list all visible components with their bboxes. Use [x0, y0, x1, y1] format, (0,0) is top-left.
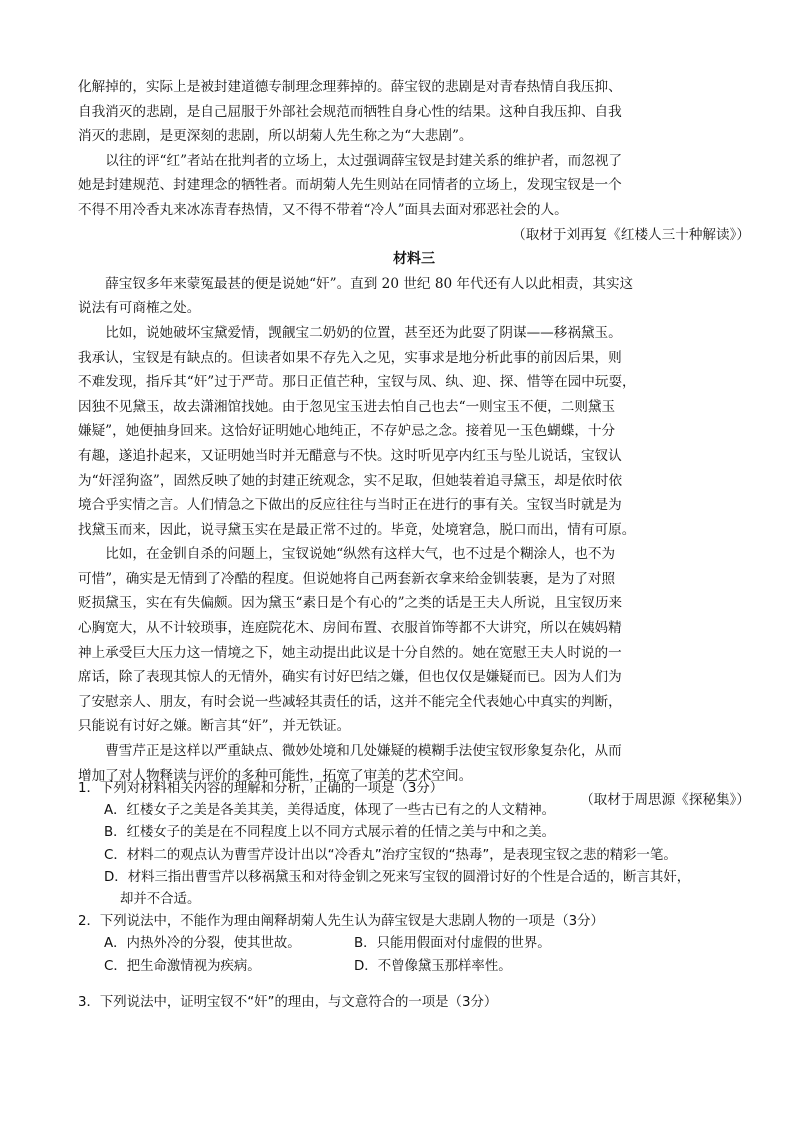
text-line: 了安慰亲人、朋友，有时会说一些减轻其责任的话，这并不能完全代表她心中真实的判断，	[78, 693, 622, 710]
text-line: 自我消灭的悲剧，是自己屈服于外部社会规范而牺牲自身心性的结果。这种自我压抑、自我	[78, 103, 622, 120]
option-row	[104, 956, 750, 978]
text-line: 可惜”，确实是无情到了冷酷的程度。但说她将自己两套新衣拿来给金钏装裹，是为了对照	[78, 570, 616, 587]
spacer	[78, 978, 750, 992]
question-stem: 3．下列说法中，证明宝钗不“奸”的理由，与文意符合的一项是（3分）	[78, 994, 498, 1010]
section-heading-material-3: 材料三	[393, 251, 435, 268]
text-line: 有趣，遂追扑起来，又证明她当时并无醋意与不快。这时听见亭内红玉与坠儿说话，宝钗认	[78, 447, 622, 464]
question-stem: 1．下列对材料相关内容的理解和分析，正确的一项是（3分）	[78, 781, 444, 796]
text-line: 找黛玉而来，因此，说寻黛玉实在是最正常不过的。毕竟，处境窘急，脱口而出，情有可原。	[78, 521, 636, 538]
option-a: A．红楼女子之美是各美其美，美得适度，体现了一些古已有之的人文精神。	[104, 803, 556, 819]
option-c: C．材料二的观点认为曹雪芹设计出以“冷香丸”治疗宝钗的“热毒”，是表现宝钗之悲的精彩一笔。	[104, 847, 677, 863]
text-line: 只能说有讨好之嫌。断言其“奸”，并无铁证。	[78, 718, 351, 735]
passage	[78, 75, 750, 813]
text-line: 增加了对人物释读与评价的多种可能性，拓宽了审美的艺术空间。	[78, 767, 473, 784]
text-line: 不难发现，指斥其“奸”过于严苛。那日正值芒种，宝钗与凤、纨、迎、探、惜等在园中玩耍，	[78, 374, 636, 391]
text-line: 心胸宽大，从不计较琐事，连庭院花木、房间布置、衣服首饰等都不大讲究，所以在姨妈精	[78, 620, 622, 637]
text-line: 比如，在金钏自杀的问题上，宝钗说她“纵然有这样大气，也不过是个糊涂人，也不为	[105, 546, 616, 563]
text-line: 不得不用冷香丸来冰冻青春热情，又不得不带着“冷人”面具去面对邪恶社会的人。	[78, 201, 568, 218]
option-d: D．不曾像黛玉那样率性。	[354, 958, 512, 974]
text-line: 为“奸淫狗盗”，固然反映了她的封建正统观念，实不足取，但她装着追寻黛玉，却是依时依	[78, 472, 623, 489]
option-a: A．内热外冷的分裂，使其世故。	[104, 936, 301, 952]
text-line: 境合乎实情之言。人们情急之下做出的反应往往与当时正在进行的事有关。宝钗当时就是为	[78, 497, 622, 514]
option-row	[104, 933, 750, 955]
text-line: 薛宝钗多年来蒙冤最甚的便是说她“奸”。直到 20 世纪 80 年代还有人以此相责，其实这	[105, 275, 634, 292]
text-line: 化解掉的，实际上是被封建道德专制理念理葬掉的。薛宝钗的悲剧是对青春热情自我压抑、	[78, 79, 622, 95]
questions-section	[78, 778, 750, 1014]
paragraph-4	[78, 321, 750, 542]
text-line: 我承认，宝钗是有缺点的。但读者如果不存先入之见，实事求是地分析此事的前因后果，则	[78, 349, 622, 366]
paragraph-2	[78, 149, 750, 223]
text-line: 比如，说她破坏宝黛爱情，觊觎宝二奶奶的位置，甚至还为此耍了阴谋——移祸黛玉。	[105, 324, 622, 341]
question-2	[78, 911, 750, 978]
option-b: B．红楼女子的美是在不同程度上以不同方式展示着的任情之美与中和之美。	[104, 825, 556, 841]
text-line: 以往的评“红”者站在批判者的立场上，太过强调薛宝钗是封建关系的维护者，而忽视了	[105, 152, 623, 169]
question-3	[78, 992, 750, 1014]
paragraph-5	[78, 542, 750, 739]
question-stem: 2．下列说法中，不能作为理由阐释胡菊人先生认为薛宝钗是大悲剧人物的一项是（3分）	[78, 914, 604, 930]
text-line: 曹雪芹正是这样以严重缺点、微妙处境和几处嫌疑的模糊手法使宝钗形象复杂化，从而	[105, 743, 622, 760]
option-b: B．只能用假面对付虚假的世界。	[354, 936, 551, 952]
paragraph-1	[78, 75, 750, 149]
text-line: 因独不见黛玉，故去潇湘馆找她。由于忽见宝玉进去怕自己也去“一则宝玉不便，二则黛玉	[78, 398, 616, 415]
paragraph-3	[78, 272, 750, 321]
text-line: 贬损黛玉，实在有失偏颇。因为黛玉“素日是个有心的”之类的话是王夫人所说，且宝钗历来	[78, 595, 623, 612]
option-c: C．把生命激情视为疾病。	[104, 958, 261, 974]
source-citation-1: （取材于刘再复《红楼人三十种解读》）	[512, 226, 750, 243]
text-line: 神上承受巨大压力这一情境之下，她主动提出此议是十分自然的。她在宽慰王夫人时说的一	[78, 644, 622, 661]
question-1	[78, 778, 750, 911]
text-line: 她是封建规范、封建理念的牺牲者。而胡菊人先生则站在同情者的立场上，发现宝钗是一个	[78, 177, 622, 194]
option-d-continued: 却并不合适。	[120, 892, 201, 908]
source-citation-2: （取材于周思源《探秘集》）	[580, 792, 750, 809]
text-line: 嫌疑”，她便抽身回来。这恰好证明她心地纯正，不存妒忌之念。接着见一玉色蝴蝶，十分	[78, 423, 616, 440]
text-line: 消灭的悲剧，是更深刻的悲剧，所以胡菊人先生称之为“大悲剧”。	[78, 128, 473, 145]
option-d: D．材料三指出曹雪芹以移祸黛玉和对待金钏之死来写宝钗的圆滑讨好的个性是合适的，断言其奸，	[104, 869, 691, 885]
text-line: 席话，除了表现其惊人的无情外，确实有讨好巴结之嫌，但也仅仅是嫌疑而已。因为人们为	[78, 669, 622, 686]
text-line: 说法有可商榷之处。	[78, 300, 201, 317]
